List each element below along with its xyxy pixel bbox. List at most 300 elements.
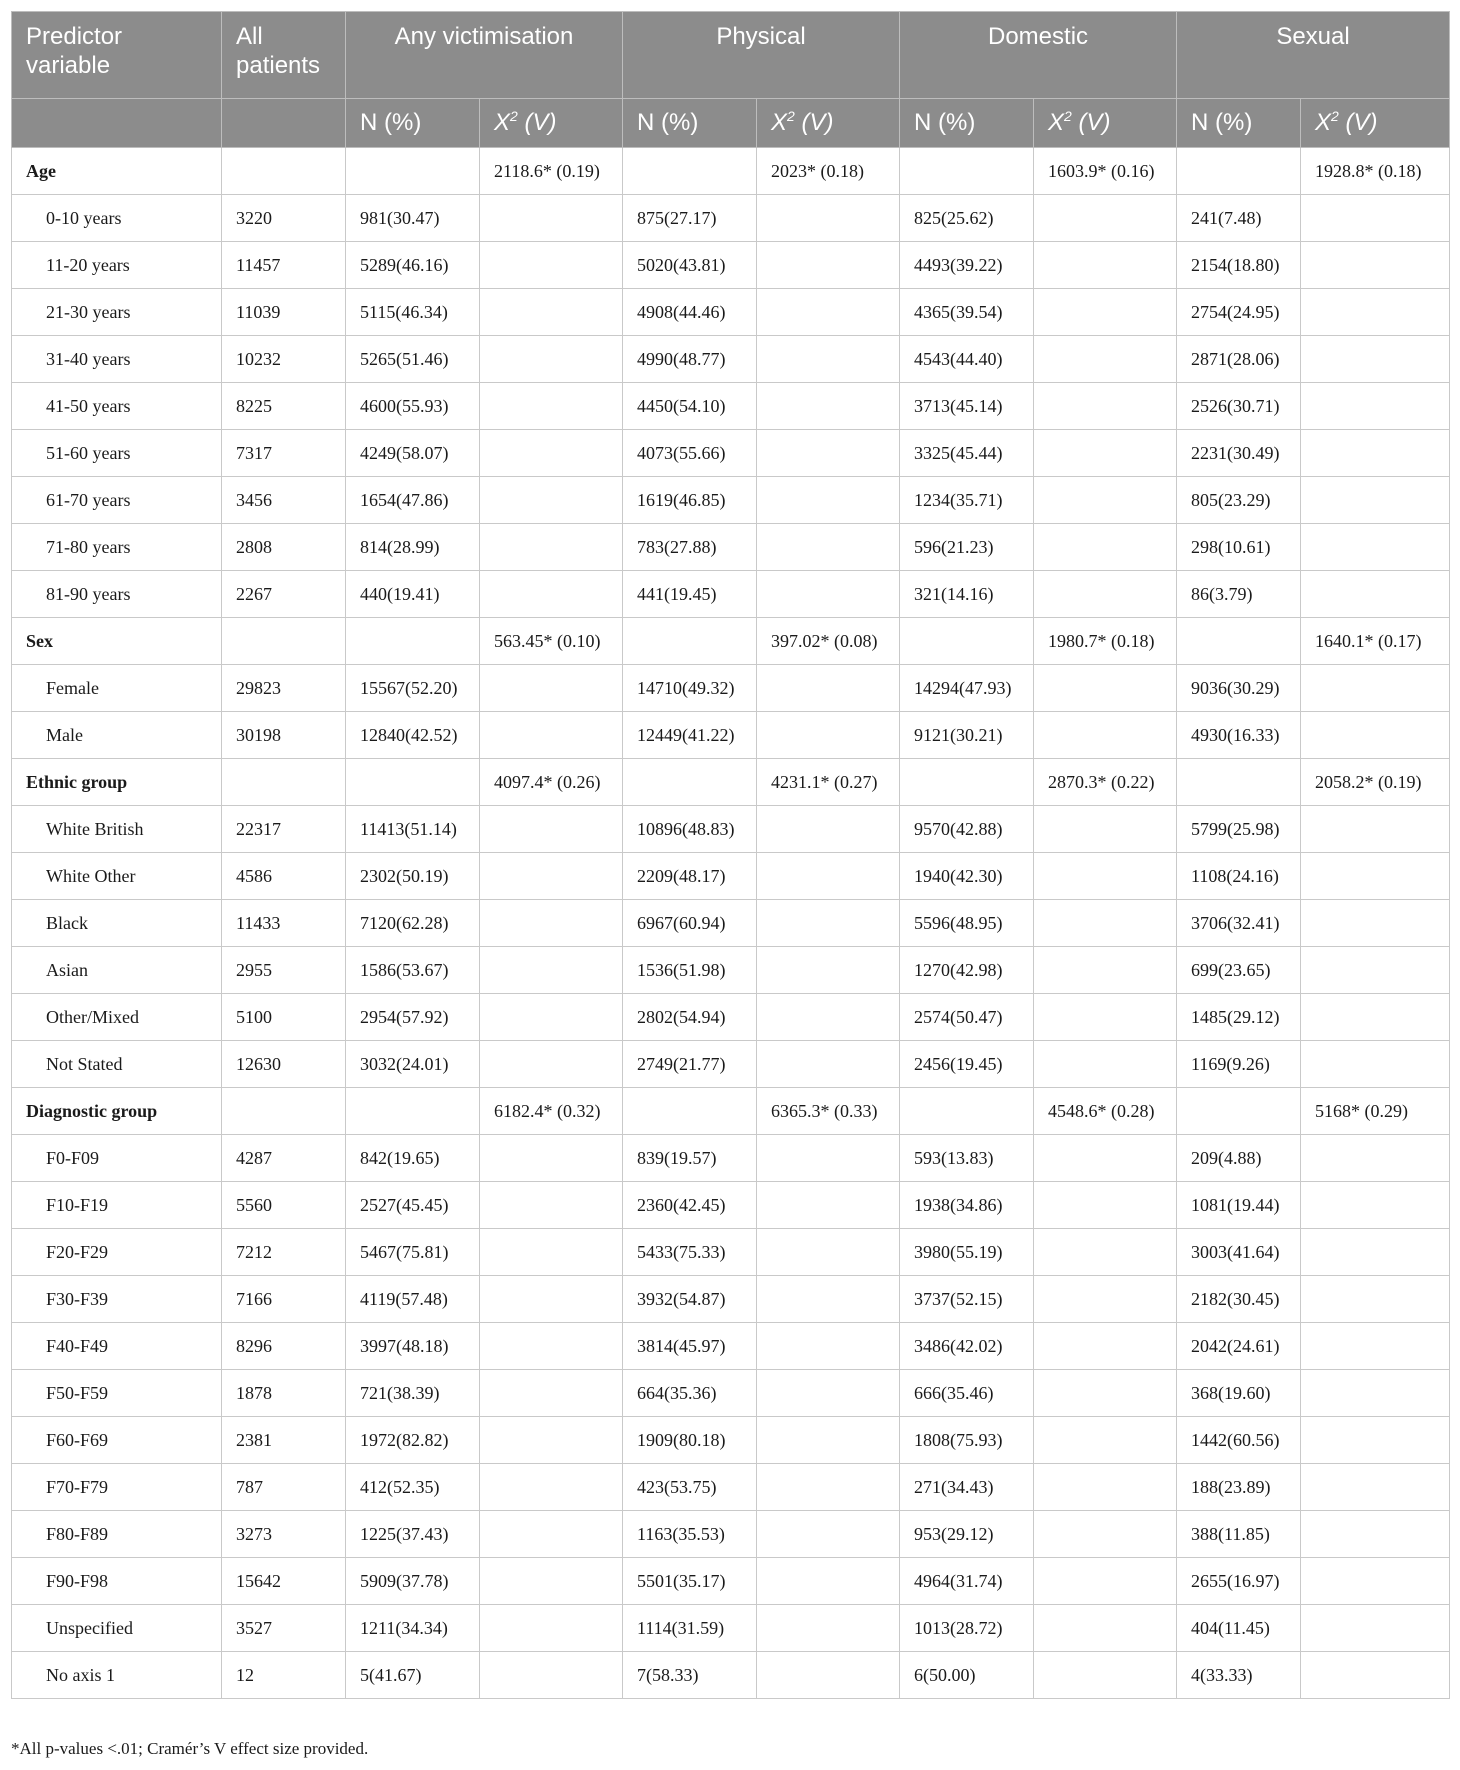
empty-cell [757,806,900,853]
n-percent-value: 12449(41.22) [623,712,757,759]
row-label: F0-F09 [12,1135,222,1182]
n-percent-value: 5289(46.16) [346,242,480,289]
n-percent-value: 593(13.83) [900,1135,1034,1182]
n-percent-value: 440(19.41) [346,571,480,618]
n-percent-value: 1586(53.67) [346,947,480,994]
empty-cell [1301,430,1450,477]
empty-cell [1034,571,1177,618]
header-chi-square [1301,99,1450,148]
empty-cell [1034,947,1177,994]
n-percent-value: 2754(24.95) [1177,289,1301,336]
table-row [12,1323,1450,1370]
row-label: F20-F29 [12,1229,222,1276]
all-patients-value: 1878 [222,1370,346,1417]
empty-cell [1034,1511,1177,1558]
empty-cell [480,1652,623,1699]
n-percent-value: 814(28.99) [346,524,480,571]
table-row [12,524,1450,571]
empty-cell [1301,289,1450,336]
empty-cell [1177,148,1301,195]
chi-square-stat: 2023* (0.18) [757,148,900,195]
n-percent-value: 5020(43.81) [623,242,757,289]
n-percent-value: 3737(52.15) [900,1276,1034,1323]
all-patients-value: 11433 [222,900,346,947]
n-percent-value: 2456(19.45) [900,1041,1034,1088]
section-label: Sex [12,618,222,665]
row-label: 21-30 years [12,289,222,336]
n-percent-value: 3706(32.41) [1177,900,1301,947]
empty-cell [1034,1558,1177,1605]
n-percent-value: 4964(31.74) [900,1558,1034,1605]
empty-cell [222,618,346,665]
n-percent-value: 783(27.88) [623,524,757,571]
empty-cell [1034,806,1177,853]
n-percent-value: 3997(48.18) [346,1323,480,1370]
n-percent-value: 1234(35.71) [900,477,1034,524]
row-label: F90-F98 [12,1558,222,1605]
table-row [12,665,1450,712]
table-row [12,289,1450,336]
empty-cell [1034,1370,1177,1417]
n-percent-value: 2154(18.80) [1177,242,1301,289]
n-percent-value: 11413(51.14) [346,806,480,853]
empty-cell [757,477,900,524]
n-percent-value: 1163(35.53) [623,1511,757,1558]
table-row [12,947,1450,994]
empty-cell [757,900,900,947]
n-percent-value: 9570(42.88) [900,806,1034,853]
n-percent-value: 14710(49.32) [623,665,757,712]
all-patients-value: 7166 [222,1276,346,1323]
n-percent-value: 321(14.16) [900,571,1034,618]
table-row [12,1605,1450,1652]
all-patients-value: 22317 [222,806,346,853]
empty-cell [480,1135,623,1182]
empty-cell [1177,1088,1301,1135]
n-percent-value: 209(4.88) [1177,1135,1301,1182]
n-percent-value: 4908(44.46) [623,289,757,336]
n-percent-value: 1940(42.30) [900,853,1034,900]
row-label: 0-10 years [12,195,222,242]
row-label: 11-20 years [12,242,222,289]
chi-exponent: 2 [1331,108,1339,124]
n-percent-value: 6(50.00) [900,1652,1034,1699]
chi-square-stat: 5168* (0.29) [1301,1088,1450,1135]
n-percent-value: 3032(24.01) [346,1041,480,1088]
all-patients-value: 5560 [222,1182,346,1229]
section-row [12,148,1450,195]
table-header [12,12,1450,148]
empty-cell [1301,994,1450,1041]
n-percent-value: 2802(54.94) [623,994,757,1041]
empty-cell [1301,1605,1450,1652]
empty-cell [900,1088,1034,1135]
n-percent-value: 7120(62.28) [346,900,480,947]
table-footnote: *All p-values <.01; Cramér’s V effect size provided. [11,1739,369,1758]
row-label: 71-80 years [12,524,222,571]
all-patients-value: 29823 [222,665,346,712]
empty-cell [480,1182,623,1229]
n-percent-value: 1114(31.59) [623,1605,757,1652]
table-body [12,148,1450,1699]
empty-cell [1301,806,1450,853]
empty-cell [1301,571,1450,618]
empty-cell [1301,1182,1450,1229]
header-chi-square [480,99,623,148]
empty-cell [1034,430,1177,477]
empty-cell [757,1370,900,1417]
empty-cell [1301,1229,1450,1276]
empty-cell [1301,1511,1450,1558]
n-percent-value: 412(52.35) [346,1464,480,1511]
all-patients-value: 12630 [222,1041,346,1088]
n-percent-value: 875(27.17) [623,195,757,242]
empty-cell [1034,242,1177,289]
chi-exponent: 2 [510,108,518,124]
n-percent-value: 2526(30.71) [1177,383,1301,430]
all-patients-value: 7212 [222,1229,346,1276]
chi-square-stat: 2118.6* (0.19) [480,148,623,195]
n-percent-value: 839(19.57) [623,1135,757,1182]
n-percent-value: 1654(47.86) [346,477,480,524]
section-label: Diagnostic group [12,1088,222,1135]
all-patients-value: 11039 [222,289,346,336]
chi-square-stat: 563.45* (0.10) [480,618,623,665]
table-row [12,1417,1450,1464]
n-percent-value: 1081(19.44) [1177,1182,1301,1229]
empty-cell [1177,618,1301,665]
empty-cell [1034,1041,1177,1088]
n-percent-value: 1211(34.34) [346,1605,480,1652]
n-percent-value: 2871(28.06) [1177,336,1301,383]
empty-cell [1301,947,1450,994]
empty-cell [757,430,900,477]
row-label: Other/Mixed [12,994,222,1041]
empty-cell [480,289,623,336]
n-percent-value: 3325(45.44) [900,430,1034,477]
header-row-groups [12,12,1450,99]
empty-cell [757,853,900,900]
empty-cell [757,242,900,289]
n-percent-value: 699(23.65) [1177,947,1301,994]
row-label: Female [12,665,222,712]
all-patients-value: 8296 [222,1323,346,1370]
n-percent-value: 3980(55.19) [900,1229,1034,1276]
empty-cell [480,524,623,571]
empty-cell [1034,1182,1177,1229]
table-row [12,1229,1450,1276]
n-percent-value: 1225(37.43) [346,1511,480,1558]
empty-cell [1301,1323,1450,1370]
table-row [12,712,1450,759]
empty-cell [623,759,757,806]
header-n-percent: N (%) [623,99,757,148]
empty-cell [1301,1464,1450,1511]
empty-cell [1034,853,1177,900]
row-label: F80-F89 [12,1511,222,1558]
row-label: 81-90 years [12,571,222,618]
empty-cell [623,1088,757,1135]
empty-cell [480,195,623,242]
table-row [12,1276,1450,1323]
n-percent-value: 2209(48.17) [623,853,757,900]
empty-cell [480,1417,623,1464]
n-percent-value: 4930(16.33) [1177,712,1301,759]
empty-cell [757,1041,900,1088]
section-row [12,1088,1450,1135]
header-empty-cell [222,99,346,148]
n-percent-value: 2527(45.45) [346,1182,480,1229]
n-percent-value: 1972(82.82) [346,1417,480,1464]
empty-cell [480,1370,623,1417]
chi-square-stat: 1980.7* (0.18) [1034,618,1177,665]
all-patients-value: 12 [222,1652,346,1699]
n-percent-value: 2954(57.92) [346,994,480,1041]
empty-cell [1034,1229,1177,1276]
empty-cell [1034,1605,1177,1652]
empty-cell [1034,1464,1177,1511]
row-label: 51-60 years [12,430,222,477]
empty-cell [1034,383,1177,430]
n-percent-value: 5433(75.33) [623,1229,757,1276]
n-percent-value: 953(29.12) [900,1511,1034,1558]
header-empty-cell [12,99,222,148]
n-percent-value: 825(25.62) [900,195,1034,242]
all-patients-value: 3220 [222,195,346,242]
n-percent-value: 596(21.23) [900,524,1034,571]
n-percent-value: 10896(48.83) [623,806,757,853]
row-label: 61-70 years [12,477,222,524]
n-percent-value: 271(34.43) [900,1464,1034,1511]
n-percent-value: 981(30.47) [346,195,480,242]
table-row [12,1558,1450,1605]
empty-cell [1034,477,1177,524]
empty-cell [757,524,900,571]
row-label: 31-40 years [12,336,222,383]
empty-cell [1301,336,1450,383]
n-percent-value: 404(11.45) [1177,1605,1301,1652]
empty-cell [757,712,900,759]
empty-cell [480,1605,623,1652]
row-label: Male [12,712,222,759]
all-patients-value: 30198 [222,712,346,759]
empty-cell [757,383,900,430]
all-patients-value: 3456 [222,477,346,524]
n-percent-value: 1270(42.98) [900,947,1034,994]
empty-cell [480,1041,623,1088]
n-percent-value: 5115(46.34) [346,289,480,336]
section-row [12,618,1450,665]
empty-cell [1034,665,1177,712]
all-patients-value: 5100 [222,994,346,1041]
all-patients-value: 787 [222,1464,346,1511]
cramers-v-label: (V) [1345,109,1378,136]
empty-cell [757,1276,900,1323]
empty-cell [1301,1041,1450,1088]
empty-cell [1177,759,1301,806]
n-percent-value: 2360(42.45) [623,1182,757,1229]
all-patients-value: 8225 [222,383,346,430]
empty-cell [480,1323,623,1370]
n-percent-value: 2042(24.61) [1177,1323,1301,1370]
all-patients-value: 3527 [222,1605,346,1652]
n-percent-value: 1485(29.12) [1177,994,1301,1041]
empty-cell [1301,195,1450,242]
all-patients-value: 15642 [222,1558,346,1605]
empty-cell [480,947,623,994]
n-percent-value: 1808(75.93) [900,1417,1034,1464]
empty-cell [480,1511,623,1558]
header-all-patients: All patients [222,12,346,99]
all-patients-value: 10232 [222,336,346,383]
empty-cell [480,712,623,759]
row-label: F60-F69 [12,1417,222,1464]
row-label: Asian [12,947,222,994]
chi-letter: X [1048,109,1065,136]
empty-cell [757,1464,900,1511]
n-percent-value: 1442(60.56) [1177,1417,1301,1464]
empty-cell [1301,383,1450,430]
n-percent-value: 3003(41.64) [1177,1229,1301,1276]
empty-cell [900,148,1034,195]
empty-cell [1034,195,1177,242]
empty-cell [480,1464,623,1511]
n-percent-value: 1909(80.18) [623,1417,757,1464]
n-percent-value: 368(19.60) [1177,1370,1301,1417]
empty-cell [757,1323,900,1370]
chi-square-stat: 2058.2* (0.19) [1301,759,1450,806]
table-row [12,430,1450,477]
empty-cell [480,994,623,1041]
n-percent-value: 842(19.65) [346,1135,480,1182]
empty-cell [757,571,900,618]
empty-cell [480,242,623,289]
empty-cell [346,1088,480,1135]
n-percent-value: 4073(55.66) [623,430,757,477]
n-percent-value: 4493(39.22) [900,242,1034,289]
empty-cell [1034,1135,1177,1182]
all-patients-value: 2955 [222,947,346,994]
header-group-sexual: Sexual [1177,12,1450,99]
row-label: Not Stated [12,1041,222,1088]
cramers-v-label: (V) [1078,109,1111,136]
header-predictor: Predictor variable [12,12,222,99]
n-percent-value: 2231(30.49) [1177,430,1301,477]
empty-cell [480,1276,623,1323]
section-label: Ethnic group [12,759,222,806]
table-row [12,1464,1450,1511]
empty-cell [1301,524,1450,571]
chi-exponent: 2 [1064,108,1072,124]
empty-cell [1301,1276,1450,1323]
n-percent-value: 5596(48.95) [900,900,1034,947]
empty-cell [480,665,623,712]
n-percent-value: 2182(30.45) [1177,1276,1301,1323]
n-percent-value: 441(19.45) [623,571,757,618]
row-label: Unspecified [12,1605,222,1652]
chi-square-stat: 4548.6* (0.28) [1034,1088,1177,1135]
empty-cell [1034,524,1177,571]
n-percent-value: 9121(30.21) [900,712,1034,759]
n-percent-value: 2302(50.19) [346,853,480,900]
empty-cell [1301,900,1450,947]
n-percent-value: 4119(57.48) [346,1276,480,1323]
n-percent-value: 9036(30.29) [1177,665,1301,712]
empty-cell [757,195,900,242]
row-label: F70-F79 [12,1464,222,1511]
chi-square-stat: 4097.4* (0.26) [480,759,623,806]
n-percent-value: 5467(75.81) [346,1229,480,1276]
n-percent-value: 4249(58.07) [346,430,480,477]
all-patients-value: 2808 [222,524,346,571]
n-percent-value: 4600(55.93) [346,383,480,430]
empty-cell [480,1558,623,1605]
all-patients-value: 2267 [222,571,346,618]
table-row [12,853,1450,900]
n-percent-value: 423(53.75) [623,1464,757,1511]
chi-square-stat: 4231.1* (0.27) [757,759,900,806]
empty-cell [1034,994,1177,1041]
empty-cell [480,853,623,900]
empty-cell [1301,665,1450,712]
all-patients-value: 11457 [222,242,346,289]
header-group-any: Any victimisation [346,12,623,99]
row-label: 41-50 years [12,383,222,430]
n-percent-value: 3486(42.02) [900,1323,1034,1370]
n-percent-value: 2655(16.97) [1177,1558,1301,1605]
empty-cell [757,1417,900,1464]
chi-letter: X [771,109,788,136]
n-percent-value: 4450(54.10) [623,383,757,430]
n-percent-value: 86(3.79) [1177,571,1301,618]
n-percent-value: 4990(48.77) [623,336,757,383]
n-percent-value: 666(35.46) [900,1370,1034,1417]
table-row [12,1041,1450,1088]
empty-cell [1301,1135,1450,1182]
table-row [12,1182,1450,1229]
table-row [12,1370,1450,1417]
empty-cell [757,947,900,994]
n-percent-value: 1169(9.26) [1177,1041,1301,1088]
empty-cell [1034,289,1177,336]
header-group-domestic: Domestic [900,12,1177,99]
n-percent-value: 7(58.33) [623,1652,757,1699]
n-percent-value: 3713(45.14) [900,383,1034,430]
n-percent-value: 5909(37.78) [346,1558,480,1605]
n-percent-value: 664(35.36) [623,1370,757,1417]
n-percent-value: 2574(50.47) [900,994,1034,1041]
empty-cell [222,148,346,195]
header-n-percent: N (%) [900,99,1034,148]
empty-cell [623,618,757,665]
table-row [12,806,1450,853]
chi-square-stat: 1640.1* (0.17) [1301,618,1450,665]
empty-cell [346,148,480,195]
all-patients-value: 3273 [222,1511,346,1558]
chi-square-stat: 6182.4* (0.32) [480,1088,623,1135]
header-chi-square [757,99,900,148]
table-row [12,195,1450,242]
table-row [12,1652,1450,1699]
table-row [12,994,1450,1041]
n-percent-value: 3932(54.87) [623,1276,757,1323]
n-percent-value: 5799(25.98) [1177,806,1301,853]
row-label: F30-F39 [12,1276,222,1323]
empty-cell [1034,1417,1177,1464]
row-label: No axis 1 [12,1652,222,1699]
empty-cell [757,1229,900,1276]
all-patients-value: 4287 [222,1135,346,1182]
